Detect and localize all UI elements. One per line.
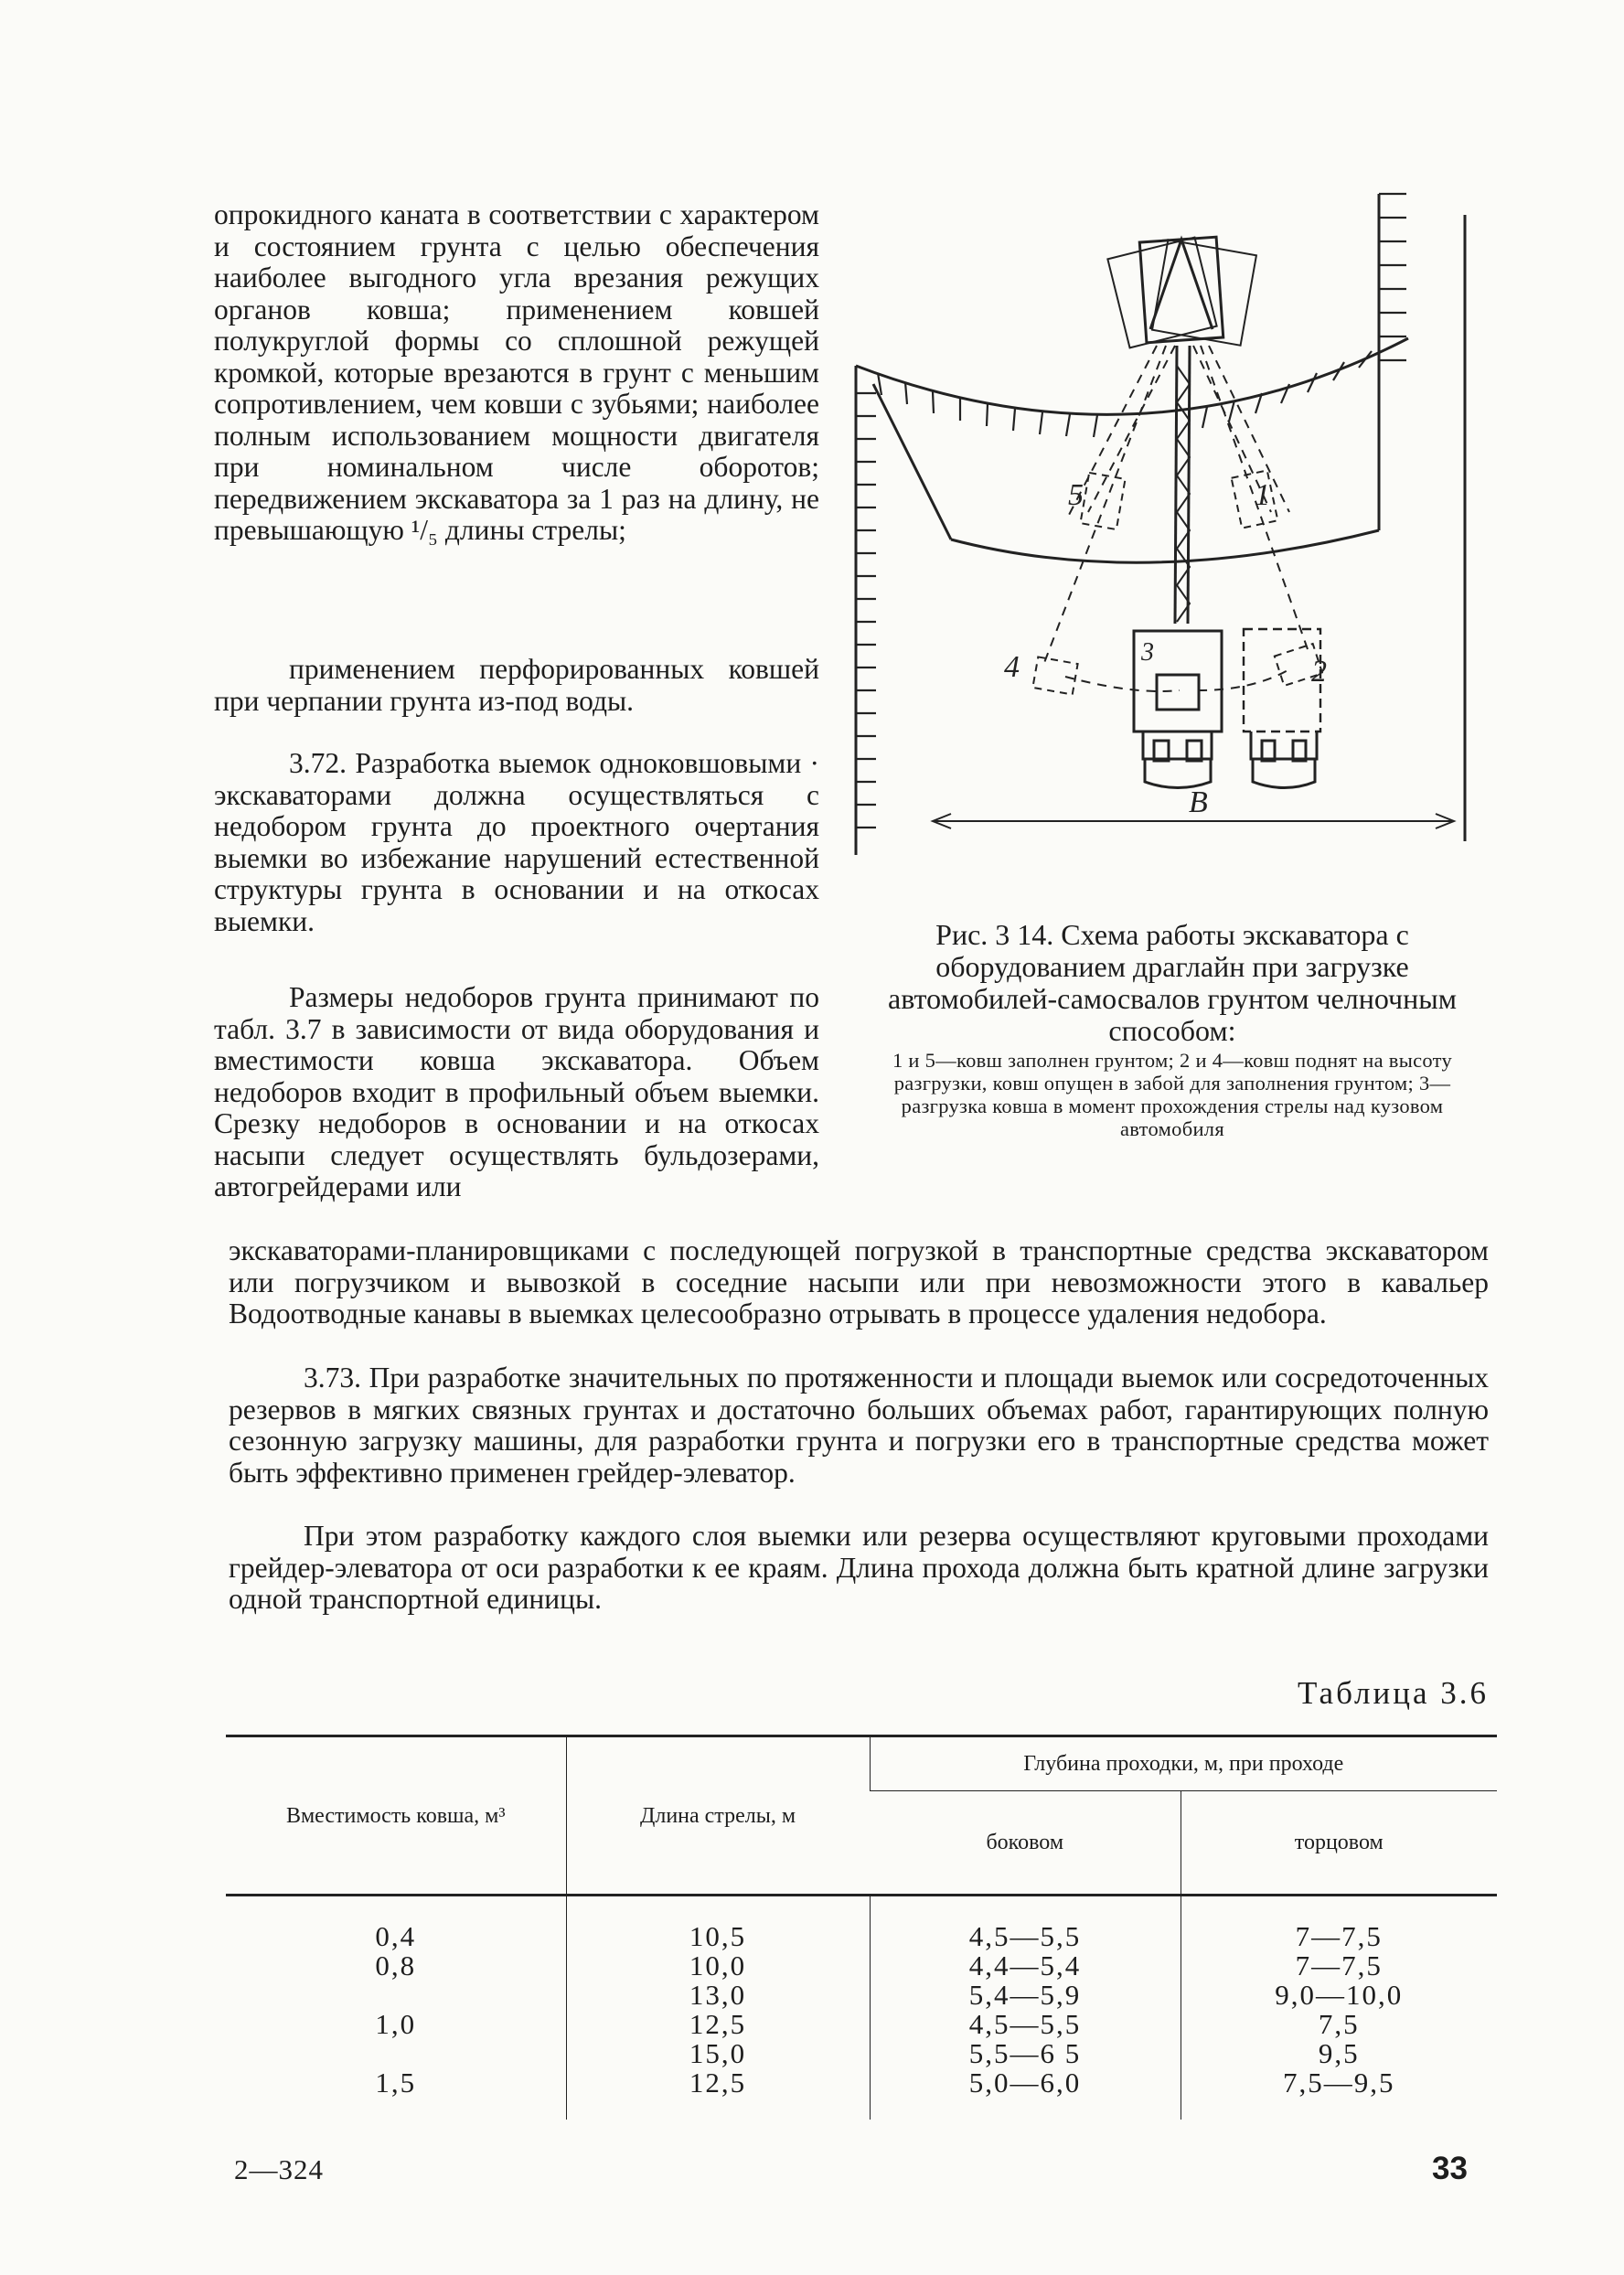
cell-end: 7,5—9,5: [1181, 2068, 1497, 2120]
figure-caption-legend: 1 и 5—ковш заполнен грунтом; 2 и 4—ковш поднят на высоту разгрузки, ковш опущен в забой для заполнения грунтом; 3—разгрузка ковша в момент прохождения стрелы над кузовом автомобиля: [892, 1049, 1453, 1140]
cell-boom: 10,0: [566, 1951, 870, 1981]
header-boom-length: Длина стрелы, м: [566, 1736, 870, 1896]
cell-end: 7,5: [1181, 2010, 1497, 2039]
label-position-1: 1: [1255, 478, 1270, 512]
paragraph-perforated-buckets: применением перфорированных ковшей при черпании грунта из-под воды.: [214, 653, 819, 717]
cell-side: 4,5—5,5: [870, 2010, 1181, 2039]
page-number: 33: [1432, 2151, 1468, 2186]
paragraph-3-73: 3.73. При разработке значительных по протяженности и площади выемок или сосредоточенных резервов в мягких связных грунтах и достаточно больших объемах работ, гарантирующих полную сезонную загрузку машины, для разработки грунта и погрузки его в транспортные средства может быть эффективно применен грейдер-элеватор.: [229, 1362, 1489, 1489]
label-position-5: 5: [1068, 478, 1084, 512]
cell-side: 5,4—5,9: [870, 1981, 1181, 2010]
paragraph-underrun-continuation: экскаваторами-планировщиками с последующей погрузкой в транспортные средства экскаватором или погрузчиком и вывозкой в соседние насыпи или при невозможности этого в кавальер Водоотводные канавы в выемках целесообразно отрывать в процессе удаления недобора.: [229, 1234, 1489, 1330]
label-width-b: В: [1189, 785, 1208, 819]
figure-caption-title: Рис. 3 14. Схема работы экскаватора с оборудованием драглайн при загрузке автомобилей-самосвалов грунтом челночным способом:: [888, 918, 1457, 1047]
cell-end: 9,5: [1181, 2039, 1497, 2068]
cell-capacity: 0,4: [375, 1920, 417, 1952]
table-row: [226, 1951, 1497, 1981]
table-caption: Таблица 3.6: [1298, 1675, 1489, 1711]
paragraph-grader-elevator-passes: При этом разработку каждого слоя выемки или резерва осуществляют круговыми проходами грейдер-элеватора от оси разработки к ее краям. Длина прохода должна быть кратной длине загрузки одной транспортной единицы.: [229, 1520, 1489, 1615]
cell-boom: 12,5: [566, 2068, 870, 2120]
cell-capacity: [226, 2039, 566, 2068]
paragraph-bucket-recommendations: опрокидного каната в соответствии с характером и состоянием грунта с целью обеспечения наиболее выгодного угла врезания режущих органов ковша; применением ковшей полукруглой формы со сплошной режущей кромкой, которые врезаются в грунт с меньшим сопротивлением, чем ковши с зубьями; наиболее полным использованием мощности двигателя при номинальном числе оборотов; передвижением экскаватора за 1 раз на длину, не превышающую ¹/₅ длины стрелы;: [214, 198, 819, 546]
cell-capacity: 0,8: [375, 1949, 417, 1981]
cell-boom: 12,5: [566, 2010, 870, 2039]
label-position-4: 4: [1004, 650, 1020, 684]
label-position-2: 2: [1311, 655, 1327, 689]
table-row: [226, 1981, 1497, 2010]
cell-capacity: 1,0: [375, 2008, 417, 2040]
cell-end: 9,0—10,0: [1181, 1981, 1497, 2010]
table-row: [226, 2039, 1497, 2068]
signature-mark: 2—324: [234, 2153, 324, 2185]
table-row: [226, 2068, 1497, 2120]
cell-boom: 13,0: [566, 1981, 870, 2010]
cell-side: 5,5—6 5: [870, 2039, 1181, 2068]
header-depth: Глубина проходки, м, при проходе: [870, 1736, 1497, 1791]
table-row: [226, 1896, 1497, 1952]
cell-capacity: [226, 1981, 566, 2010]
cell-boom: 10,5: [566, 1896, 870, 1952]
cell-end: 7—7,5: [1181, 1896, 1497, 1952]
excavation-depth-table: [226, 1735, 1497, 2120]
paragraph-underrun-sizes: Размеры недоборов грунта принимают по табл. 3.7 в зависимости от вида оборудования и вместимости ковша экскаватора. Объем недоборов входит в профильный объем выемки. Срезку недоборов в основании и на откосах насыпи следует осуществлять бульдозерами, автогрейдерами или: [214, 981, 819, 1202]
cell-side: 4,4—5,4: [870, 1951, 1181, 1981]
cell-side: 5,0—6,0: [870, 2068, 1181, 2120]
header-side-pass: боковом: [870, 1791, 1181, 1896]
cell-end: 7—7,5: [1181, 1951, 1497, 1981]
header-end-pass: торцовом: [1181, 1791, 1497, 1896]
cell-capacity: 1,5: [375, 2067, 417, 2099]
label-position-3: 3: [1141, 638, 1154, 667]
table-row: [226, 2010, 1497, 2039]
header-capacity: Вместимость ковша, м³: [226, 1736, 566, 1896]
cell-side: 4,5—5,5: [870, 1896, 1181, 1952]
cell-boom: 15,0: [566, 2039, 870, 2068]
paragraph-3-72: 3.72. Разработка выемок одноковшовыми · экскаваторами должна осуществляться с недобором грунта до проектного очертания выемки во избежание нарушений естественной структуры грунта в основании и на откосах выемки.: [214, 747, 819, 937]
